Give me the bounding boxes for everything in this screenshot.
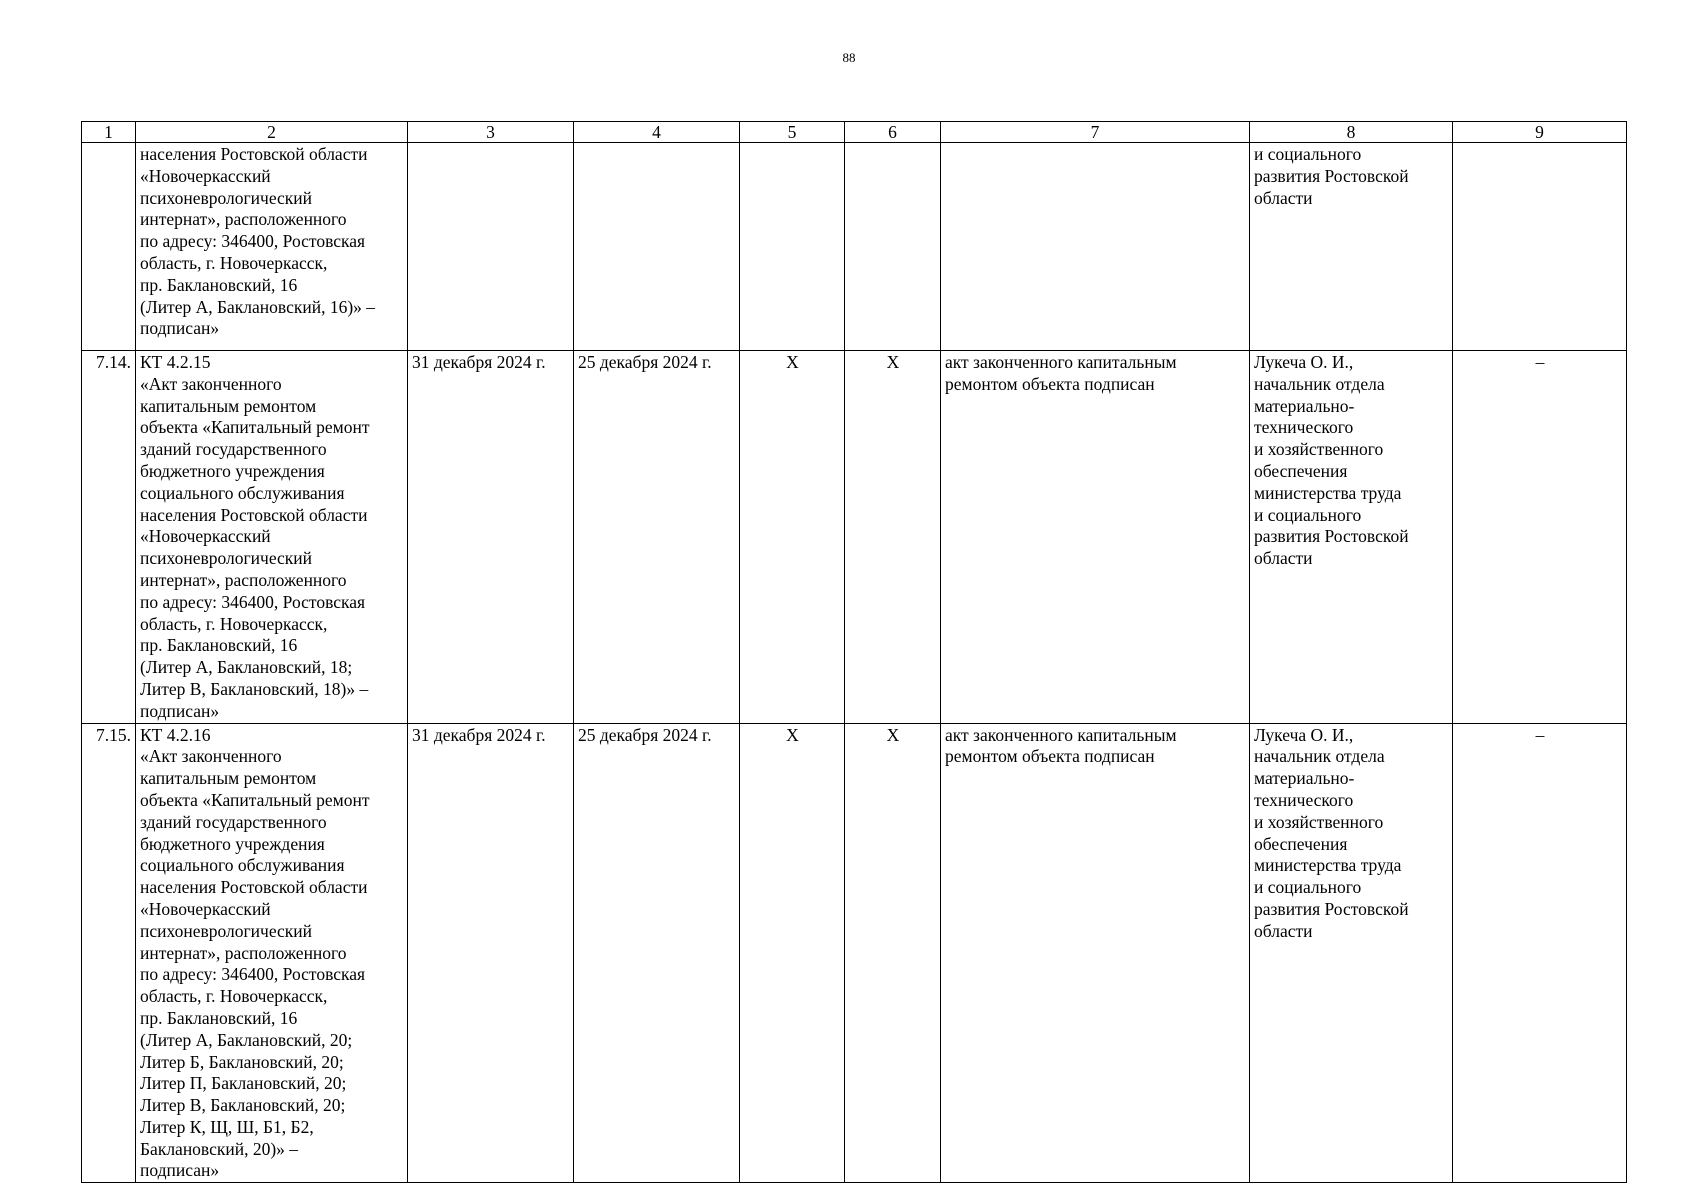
responsible-person: Лукеча О. И., начальник отдела материально- технического и хозяйственного обеспечения министерства труда и социального развития Ростовской области [1250,351,1453,724]
row-number [82,143,136,351]
column-header: 3 [408,122,574,143]
column-header: 9 [1453,122,1627,143]
column-5-value [740,143,845,351]
result-description: акт законченного капитальным ремонтом объекта подписан [941,723,1250,1183]
column-header: 5 [740,122,845,143]
result-description [941,143,1250,351]
column-header: 7 [941,122,1250,143]
control-points-table [81,121,1627,1183]
table-row [82,143,1627,351]
column-header: 8 [1250,122,1453,143]
planned-date: 31 декабря 2024 г. [408,351,574,724]
row-number: 7.15. [82,723,136,1183]
column-header: 1 [82,122,136,143]
actual-date: 25 декабря 2024 г. [574,723,740,1183]
table-row [82,723,1627,1183]
column-6-value: X [845,723,941,1183]
column-header: 6 [845,122,941,143]
column-9-value [1453,143,1627,351]
actual-date [574,143,740,351]
column-number-row [82,122,1627,143]
control-point-name: КТ 4.2.16 «Акт законченного капитальным ремонтом объекта «Капитальный ремонт зданий государственного бюджетного учреждения социального обслуживания населения Ростовской области «Новочеркасский психоневрологический интернат», расположенного по адресу: 346400, Ростовская область, г. Новочеркасск, пр. Баклановский, 16 (Литер А, Баклановский, 20; Литер Б, Баклановский, 20; Литер П, Баклановский, 20; Литер В, Баклановский, 20; Литер К, Щ, Ш, Б1, Б2, Баклановский, 20)» – подписан» [136,723,408,1183]
control-point-name: КТ 4.2.15 «Акт законченного капитальным ремонтом объекта «Капитальный ремонт зданий государственного бюджетного учреждения социального обслуживания населения Ростовской области «Новочеркасский психоневрологический интернат», расположенного по адресу: 346400, Ростовская область, г. Новочеркасск, пр. Баклановский, 16 (Литер А, Баклановский, 18; Литер В, Баклановский, 18)» – подписан» [136,351,408,724]
planned-date: 31 декабря 2024 г. [408,723,574,1183]
column-6-value [845,143,941,351]
responsible-person: и социального развития Ростовской области [1250,143,1453,351]
column-5-value: X [740,723,845,1183]
column-9-value: – [1453,723,1627,1183]
result-description: акт законченного капитальным ремонтом объекта подписан [941,351,1250,724]
column-5-value: X [740,351,845,724]
control-point-name: населения Ростовской области «Новочеркасский психоневрологический интернат», расположенного по адресу: 346400, Ростовская область, г. Новочеркасск, пр. Баклановский, 16 (Литер А, Баклановский, 16)» – подписан» [136,143,408,351]
column-header: 2 [136,122,408,143]
page-number: 88 [842,50,856,65]
responsible-person: Лукеча О. И., начальник отдела материально- технического и хозяйственного обеспечения министерства труда и социального развития Ростовской области [1250,723,1453,1183]
planned-date [408,143,574,351]
column-9-value: – [1453,351,1627,724]
actual-date: 25 декабря 2024 г. [574,351,740,724]
column-6-value: X [845,351,941,724]
table-row [82,351,1627,724]
row-number: 7.14. [82,351,136,724]
column-header: 4 [574,122,740,143]
